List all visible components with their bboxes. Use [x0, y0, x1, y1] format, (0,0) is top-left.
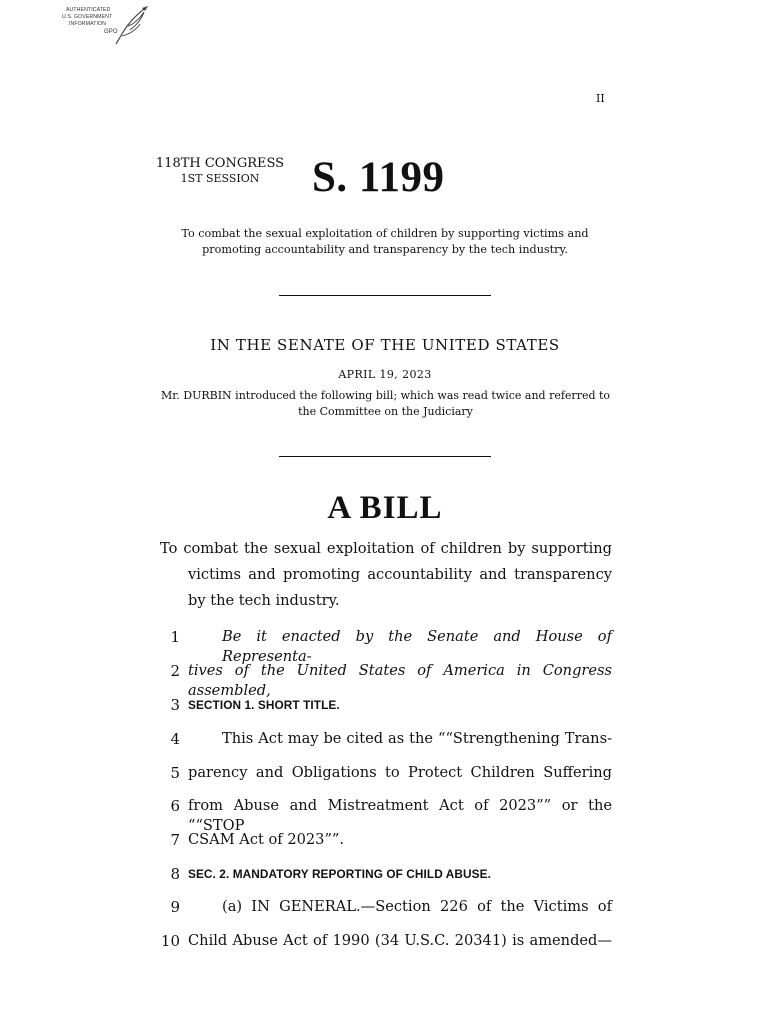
short-purpose: To combat the sexual exploitation of children by supporting victims and promoting accountability and transparency by the tech industry. — [181, 227, 589, 256]
bill-text-line: Child Abuse Act of 1990 (34 U.S.C. 20341) is amended— — [188, 932, 612, 949]
a-bill-heading: A BILL — [327, 490, 443, 526]
line-number: 7 — [170, 831, 180, 849]
congress-number: 118TH CONGRESS — [155, 156, 285, 171]
sponsor-name: DURBIN — [183, 389, 232, 402]
line-number: 3 — [170, 696, 180, 714]
seal-text-information: INFORMATION — [69, 21, 107, 27]
line-number: 5 — [170, 764, 180, 782]
divider-rule-top — [279, 295, 491, 296]
session-number: 1ST SESSION — [180, 172, 260, 185]
line-number: 9 — [170, 898, 180, 916]
bill-text-line: from Abuse and Mistreatment Act of 2023”” or the ““STOP — [188, 797, 612, 834]
bill-text-line: (a) IN GENERAL.—Section 226 of the Victims of — [222, 898, 612, 915]
section-heading: SECTION 1. SHORT TITLE. — [188, 698, 340, 712]
sponsor-prefix: Mr. — [160, 389, 184, 402]
bill-text-line: This Act may be cited as the ““Strengthening Trans- — [222, 730, 612, 747]
bill-number: S. 1199 — [312, 154, 445, 201]
seal-text-authenticated: AUTHENTICATED — [66, 7, 111, 13]
section-heading: SEC. 2. MANDATORY REPORTING OF CHILD ABUSE. — [188, 867, 491, 881]
bill-text-line: CSAM Act of 2023””. — [188, 831, 345, 848]
line-number: 10 — [160, 932, 180, 950]
seal-text-government: U.S. GOVERNMENT — [62, 14, 113, 20]
senate-heading: IN THE SENATE OF THE UNITED STATES — [210, 336, 560, 354]
enacting-clause-line: Be it enacted by the Senate and House of Representa- — [222, 628, 612, 665]
line-number: 8 — [170, 865, 180, 883]
congress-session-block — [150, 156, 290, 186]
seal-text-gpo: GPO — [104, 29, 118, 35]
action-description: introduced the following bill; which was read twice and referred to the Committee on the Judiciary — [231, 389, 611, 418]
line-number: 1 — [170, 628, 180, 646]
gpo-authentication-seal — [62, 4, 150, 48]
divider-rule-bottom — [279, 456, 491, 457]
bill-text-line: parency and Obligations to Protect Children Suffering — [188, 764, 612, 781]
action-text — [158, 388, 613, 420]
official-title: To combat the sexual exploitation of children by supporting victims and promoting accountability and transparency by the tech industry. — [160, 540, 612, 609]
line-number: 2 — [170, 662, 180, 680]
eagle-icon — [112, 4, 150, 46]
line-number: 6 — [170, 797, 180, 815]
line-number: 4 — [170, 730, 180, 748]
calendar-marker: II — [596, 92, 605, 105]
action-date: APRIL 19, 2023 — [338, 368, 432, 381]
enacting-clause-line: tives of the United States of America in Congress assembled, — [188, 662, 612, 699]
